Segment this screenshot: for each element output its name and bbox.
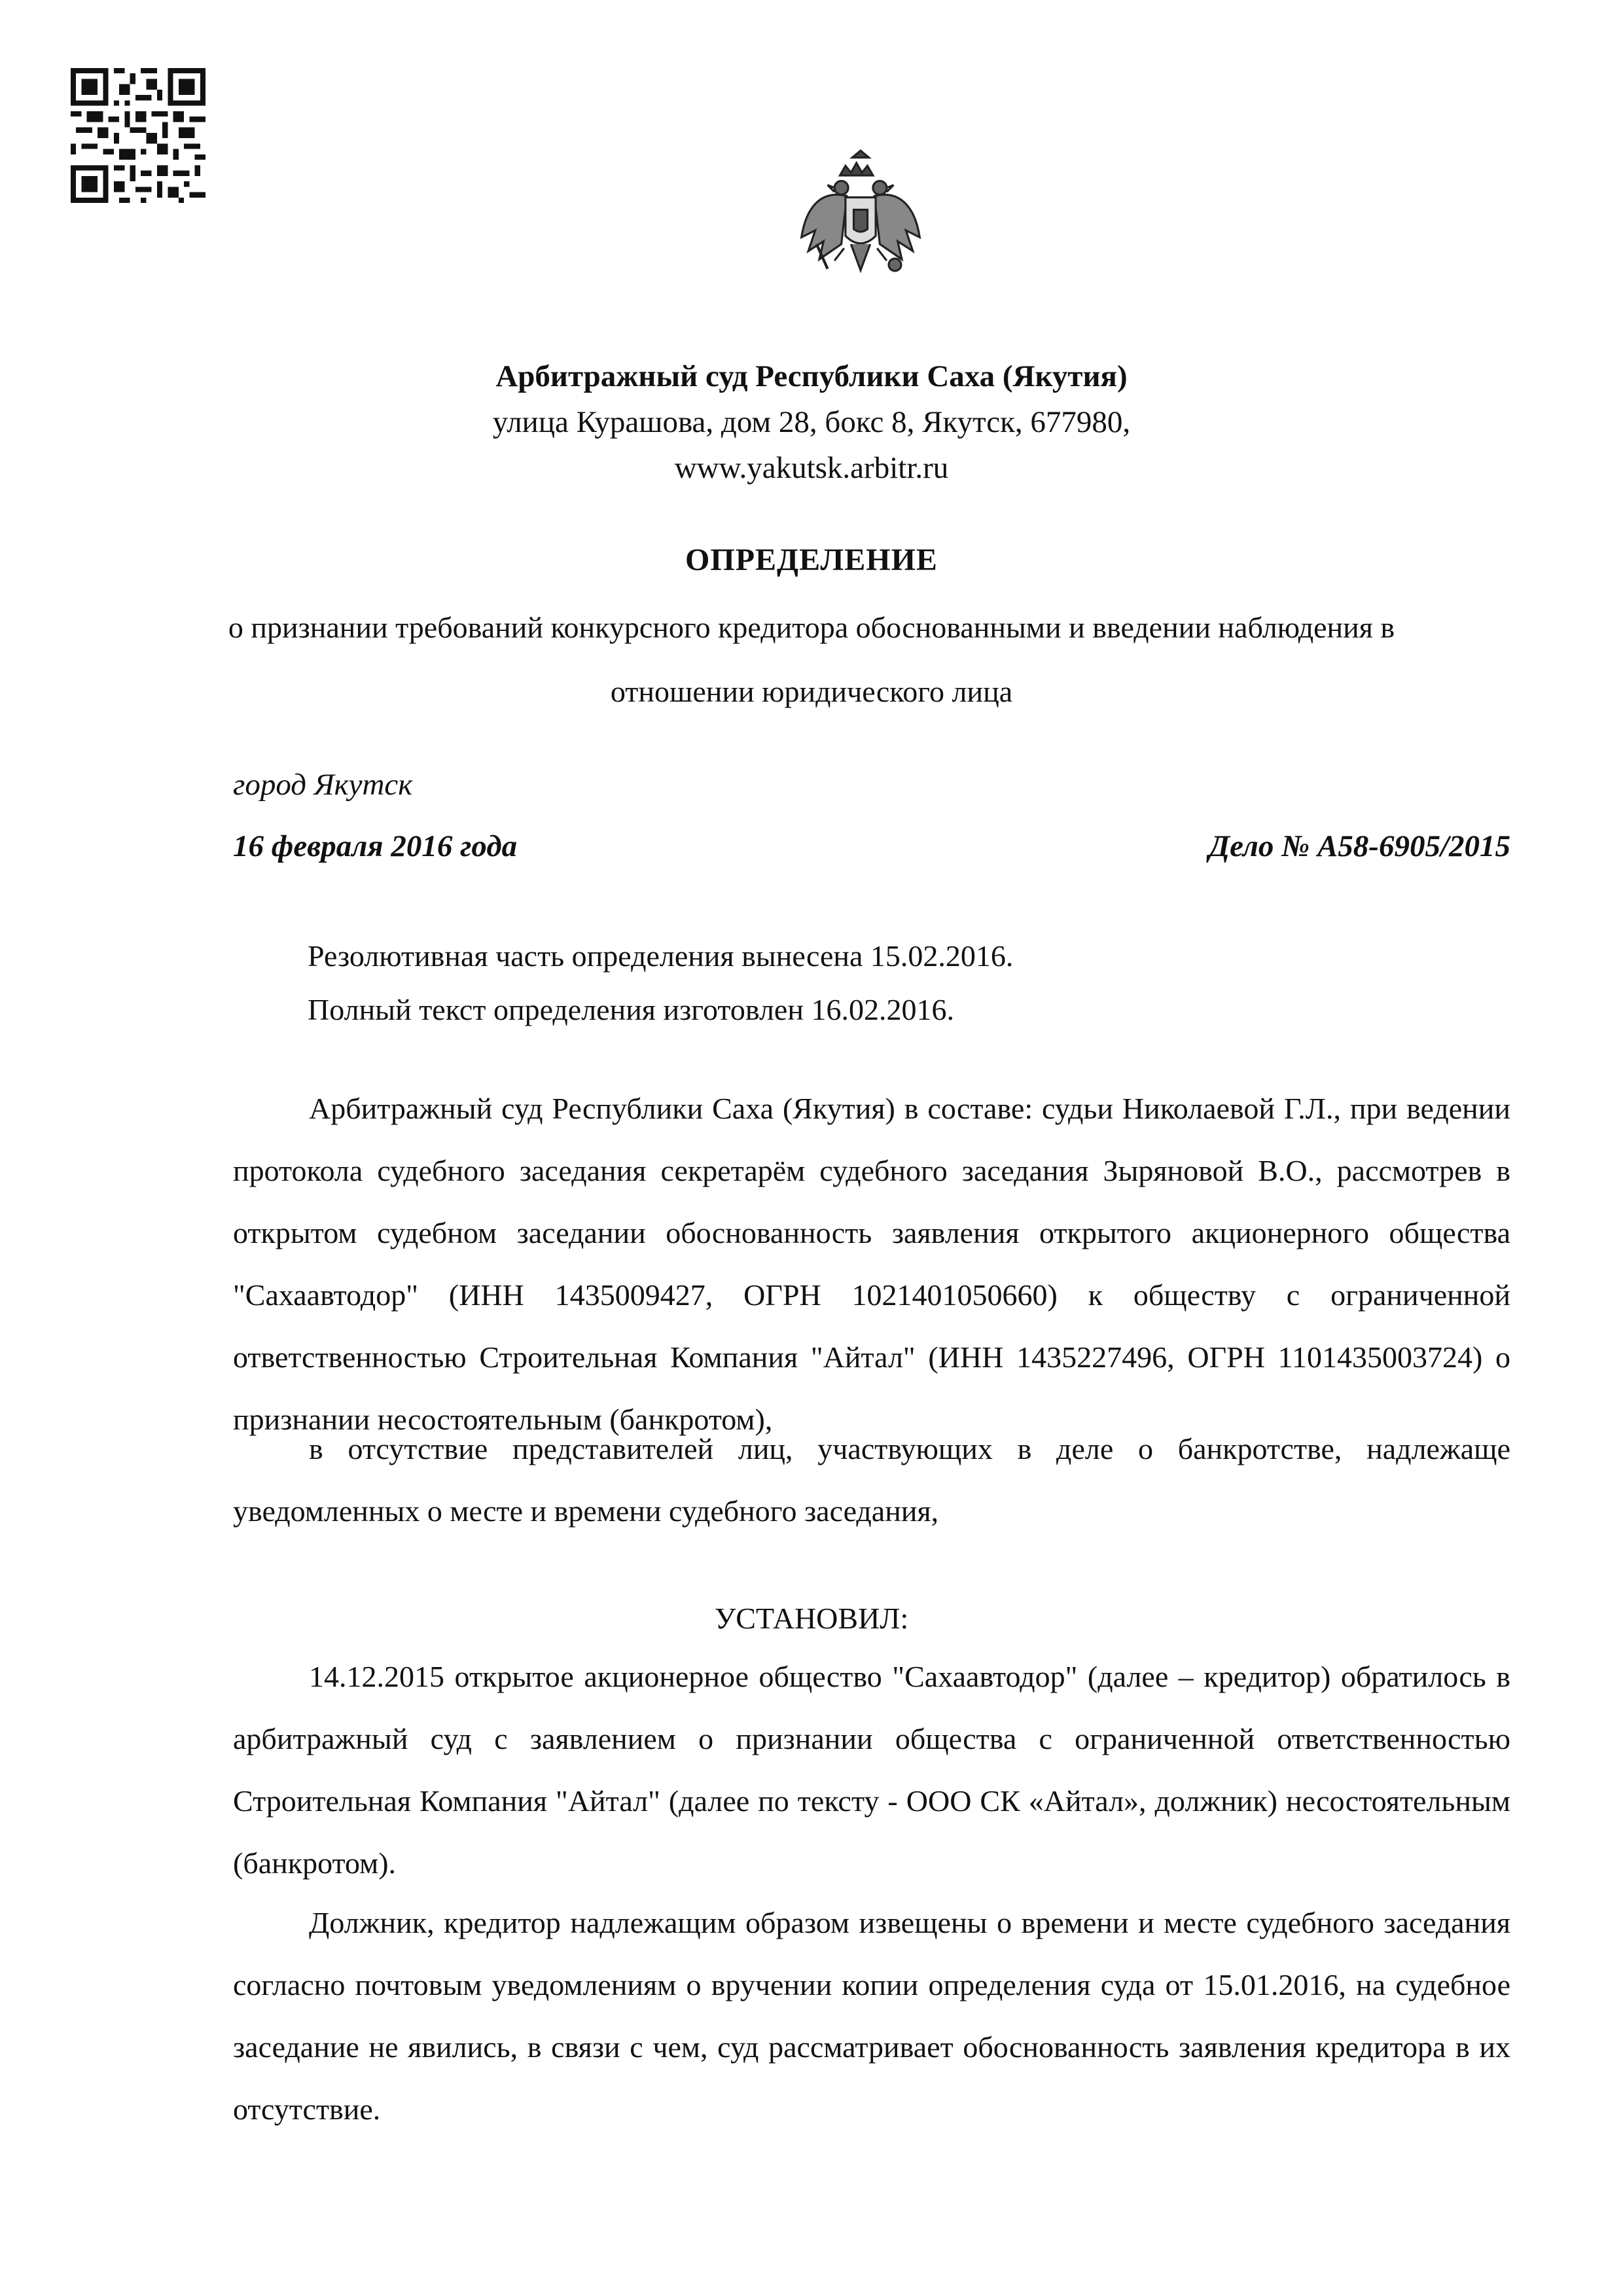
document-date: 16 февраля 2016 года <box>233 829 518 863</box>
document-city: город Якутск <box>233 768 413 802</box>
paragraph-notification: Должник, кредитор надлежащим образом извещены о времени и месте судебного заседания согласно почтовым уведомлениям о вручении копии определения суда от 15.01.2016, на судебное заседание не явились, в связи с чем, суд рассматривает обоснованность заявления кредитора в их отсутствие. <box>233 1906 1510 2126</box>
russian-coat-of-arms-icon <box>791 148 931 285</box>
document-subtitle: о признании требований конкурсного кредитора обоснованными и введении наблюдения в отношении юридического лица <box>228 611 1395 708</box>
resolution-line: Резолютивная часть определения вынесена 15.02.2016. <box>308 939 1014 973</box>
qr-code <box>71 68 205 203</box>
section-heading: УСТАНОВИЛ: <box>714 1602 909 1635</box>
document-title: ОПРЕДЕЛЕНИЕ <box>685 543 938 577</box>
paragraph-absence: в отсутствие представителей лиц, участвующих в деле о банкротстве, надлежаще уведомленных о месте и времени судебного заседания, <box>233 1432 1510 1528</box>
court-website: www.yakutsk.arbitr.ru <box>674 451 949 485</box>
paragraph-composition: Арбитражный суд Республики Саха (Якутия) в составе: судьи Николаевой Г.Л., при ведении протокола судебного заседания секретарём судебного заседания Зыряновой В.О., рассмотрев в открытом судебном заседании обоснованность заявления открытого акционерного общества "Сахаавтодор" (ИНН 1435009427, ОГРН 1021401050660) к обществу с ограниченной ответственностью Строительная Компания "Айтал" (ИНН 1435227496, ОГРН 1101435003724) о признании несостоятельным (банкротом), <box>233 1092 1510 1436</box>
fulltext-line: Полный текст определения изготовлен 16.02.2016. <box>308 993 954 1026</box>
paragraph-established: 14.12.2015 открытое акционерное общество "Сахаавтодор" (далее – кредитор) обратилось в арбитражный суд с заявлением о признании общества с ограниченной ответственностью Строительная Компания "Айтал" (далее по тексту - ООО СК «Айтал», должник) несостоятельным (банкротом). <box>233 1660 1510 1880</box>
case-number: Дело № А58-6905/2015 <box>1209 829 1510 863</box>
court-address: улица Курашова, дом 28, бокс 8, Якутск, 677980, <box>492 405 1131 439</box>
court-name: Арбитражный суд Республики Саха (Якутия) <box>495 359 1128 393</box>
